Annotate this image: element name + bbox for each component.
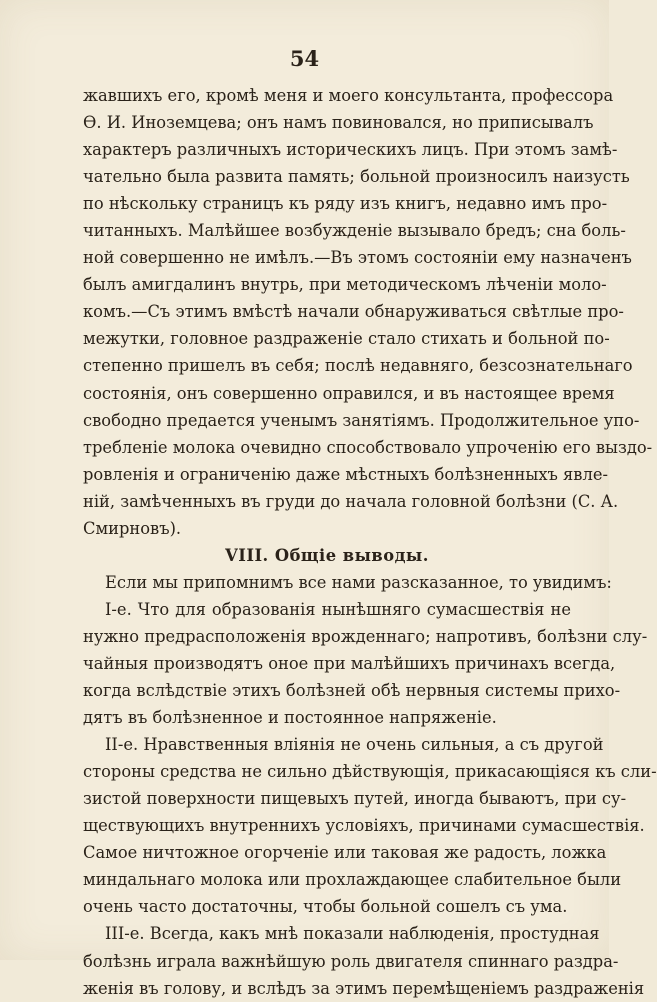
- text-line: читанныхъ. Малѣйшее возбужденіе вызывало бредъ; сна боль-: [83, 221, 626, 241]
- text-line: Самое ничтожное огорченіе или таковая же радость, ложка: [83, 843, 607, 863]
- text-line: былъ амигдалинъ внутрь, при методическомъ лѣченіи моло-: [83, 275, 607, 295]
- text-line: зистой поверхности пищевыхъ путей, иногда бываютъ, при су-: [83, 789, 627, 809]
- text-line: чательно была развита память; больной произносилъ наизусть: [83, 167, 630, 187]
- page-number: 54: [289, 46, 320, 71]
- text-line: женія въ голову, и вслѣдъ за этимъ перемѣщеніемъ раздраженія: [83, 978, 645, 998]
- text-line: требленіе молока очевидно способствовало упроченію его выздо-: [83, 437, 653, 457]
- text-line: межутки, головное раздраженіе стало стихать и больной по-: [83, 329, 610, 349]
- section-heading: VIII. Общіе выводы.: [225, 545, 429, 565]
- text-line: ной совершенно не имѣлъ.—Въ этомъ состояніи ему назначенъ: [83, 248, 632, 268]
- text-line: комъ.—Съ этимъ вмѣстѣ начали обнаруживаться свѣтлые про-: [83, 302, 624, 322]
- text-line: очень часто достаточны, чтобы больной сошелъ съ ума.: [83, 897, 568, 917]
- text-line: нужно предрасположенія врожденнаго; напротивъ, болѣзни слу-: [83, 626, 648, 646]
- text-line: свободно предается ученымъ занятіямъ. Продолжительное упо-: [83, 410, 640, 430]
- text-line: ній, замѣченныхъ въ груди до начала головной болѣзни (С. А.: [83, 491, 619, 511]
- intro-line: Если мы припомнимъ все нами разсказанное, то увидимъ:: [105, 572, 612, 592]
- page-body: [83, 82, 657, 1002]
- text-line: миндальнаго молока или прохлаждающее слабительное были: [83, 870, 622, 890]
- text-line: стороны средства не сильно дѣйствующія, прикасающіяся къ сли-: [83, 762, 657, 782]
- case-paragraph: [83, 82, 653, 542]
- text-line: II-е. Нравственныя вліянія не очень сильныя, а съ другой: [105, 735, 604, 755]
- text-line: чайныя производятъ оное при малѣйшихъ причинахъ всегда,: [83, 653, 616, 673]
- text-line: когда вслѣдствіе этихъ болѣзней обѣ нервныя системы прихо-: [83, 681, 621, 701]
- text-line: ровленія и ограниченію даже мѣстныхъ болѣзненныхъ явле-: [83, 464, 608, 484]
- text-line: III-е. Всегда, какъ мнѣ показали наблюденія, простудная: [105, 924, 600, 944]
- text-line: жавшихъ его, кромѣ меня и моего консультанта, профессора: [83, 86, 614, 105]
- conclusion-3: [83, 920, 645, 1001]
- text-line: болѣзнь играла важнѣйшую роль двигателя спиннаго раздра-: [83, 951, 619, 971]
- text-line: характеръ различныхъ историческихъ лицъ. При этомъ замѣ-: [83, 140, 618, 160]
- text-line: I-е. Что для образованія нынѣшняго сумасшествія не: [105, 599, 571, 619]
- text-line: состоянія, онъ совершенно оправился, и въ настоящее время: [83, 383, 615, 403]
- text-line: ществующихъ внутреннихъ условіяхъ, причинами сумасшествія.: [83, 816, 645, 836]
- text-line: Ѳ. И. Иноземцева; онъ намъ повиновался, но приписывалъ: [83, 113, 594, 133]
- text-line: по нѣскольку страницъ къ ряду изъ книгъ, недавно имъ про-: [83, 194, 608, 214]
- text-line: степенно пришелъ въ себя; послѣ недавняго, безсознательнаго: [83, 356, 633, 376]
- conclusion-2: [83, 731, 657, 920]
- text-line: Смирновъ).: [83, 518, 182, 538]
- text-line: дятъ въ болѣзненное и постоянное напряженіе.: [83, 708, 497, 728]
- conclusion-1: [83, 596, 648, 731]
